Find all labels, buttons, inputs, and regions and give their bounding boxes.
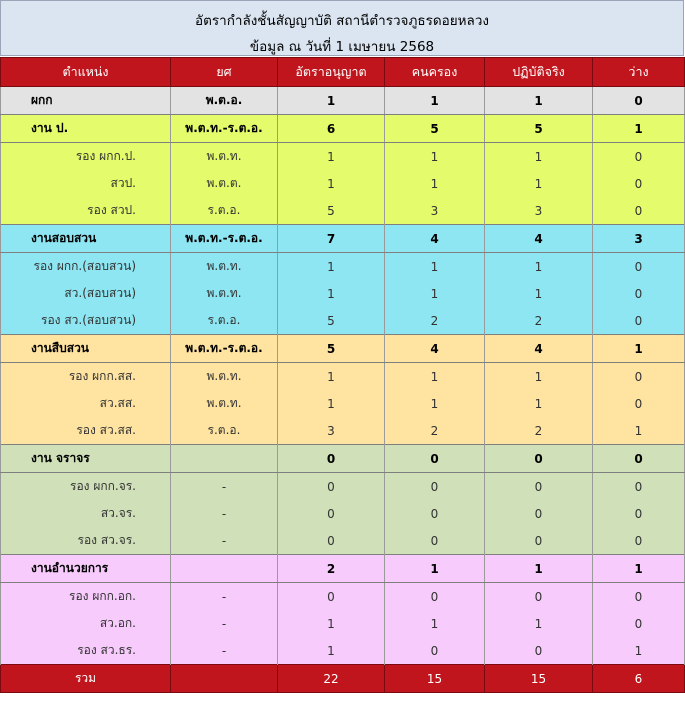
cell-rank: ร.ต.อ. [171, 307, 278, 335]
cell-actual: 1 [485, 170, 593, 197]
cell-position: รอง ผกก.ป. [1, 143, 171, 171]
cell-position: รอง สว.สส. [1, 417, 171, 445]
cell-actual: 3 [485, 197, 593, 225]
cell-vacant: 1 [593, 637, 685, 665]
table-row [1, 610, 685, 637]
cell-position: สว.(สอบสวน) [1, 280, 171, 307]
cell-authorized: 0 [278, 527, 385, 555]
cell-actual: 0 [485, 637, 593, 665]
cell-position: รอง ผกก.(สอบสวน) [1, 253, 171, 281]
group-row [1, 115, 685, 143]
cell-authorized: 0 [278, 445, 385, 473]
cell-authorized: 5 [278, 335, 385, 363]
cell-vacant: 0 [593, 253, 685, 281]
cell-vacant: 1 [593, 417, 685, 445]
cell-position: งาน จราจร [1, 445, 171, 473]
cell-vacant: 0 [593, 500, 685, 527]
cell-vacant: 0 [593, 445, 685, 473]
cell-held: 0 [385, 583, 485, 611]
cell-authorized: 1 [278, 87, 385, 115]
cell-held: 3 [385, 197, 485, 225]
table-row [1, 637, 685, 665]
cell-authorized: 0 [278, 473, 385, 501]
cell-rank: - [171, 637, 278, 665]
cell-rank: พ.ต.ท. [171, 390, 278, 417]
cell-position: สว.จร. [1, 500, 171, 527]
cell-rank: - [171, 610, 278, 637]
table-row [1, 417, 685, 445]
cell-rank: พ.ต.ท.-ร.ต.อ. [171, 335, 278, 363]
cell-position: งานสอบสวน [1, 225, 171, 253]
cell-authorized: 1 [278, 143, 385, 171]
cell-held: 1 [385, 143, 485, 171]
cell-held: 0 [385, 445, 485, 473]
cell-actual: 0 [485, 527, 593, 555]
cell-vacant: 0 [593, 143, 685, 171]
table-row [1, 170, 685, 197]
group-row [1, 555, 685, 583]
cell-held: 0 [385, 527, 485, 555]
cell-vacant: 0 [593, 610, 685, 637]
table-row [1, 253, 685, 281]
cell-vacant: 0 [593, 197, 685, 225]
table-row [1, 583, 685, 611]
cell-position: งานสืบสวน [1, 335, 171, 363]
cell-vacant: 0 [593, 390, 685, 417]
cell-held: 2 [385, 307, 485, 335]
cell-authorized: 1 [278, 280, 385, 307]
cell-vacant: 0 [593, 87, 685, 115]
cell-actual: 0 [485, 583, 593, 611]
table-row [1, 363, 685, 391]
cell-vacant: 1 [593, 115, 685, 143]
header-authorized: อัตราอนุญาต [278, 58, 385, 87]
cell-rank [171, 445, 278, 473]
cell-authorized: 1 [278, 170, 385, 197]
cell-held: 2 [385, 417, 485, 445]
cell-authorized: 0 [278, 500, 385, 527]
sheet-date: ข้อมูล ณ วันที่ 1 เมษายน 2568 [249, 39, 435, 55]
cell-held: 1 [385, 170, 485, 197]
cell-actual: 1 [485, 555, 593, 583]
cell-held: 1 [385, 280, 485, 307]
cell-actual: 1 [485, 363, 593, 391]
table-row [1, 527, 685, 555]
cell-position: สว.อก. [1, 610, 171, 637]
cell-position: รอง ผกก.อก. [1, 583, 171, 611]
cell-authorized: 6 [278, 115, 385, 143]
total-authorized: 22 [278, 665, 385, 693]
cell-position: รอง ผกก.สส. [1, 363, 171, 391]
cell-actual: 1 [485, 390, 593, 417]
cell-authorized: 1 [278, 253, 385, 281]
header-vacant: ว่าง [593, 58, 685, 87]
cell-actual: 2 [485, 307, 593, 335]
cell-authorized: 1 [278, 390, 385, 417]
cell-vacant: 3 [593, 225, 685, 253]
header-row [1, 58, 685, 87]
cell-position: รอง สว.(สอบสวน) [1, 307, 171, 335]
table-row [1, 280, 685, 307]
cell-actual: 1 [485, 280, 593, 307]
cell-position: สวป. [1, 170, 171, 197]
total-actual: 15 [485, 665, 593, 693]
table-row [1, 143, 685, 171]
cell-actual: 0 [485, 445, 593, 473]
cell-actual: 4 [485, 335, 593, 363]
cell-rank: พ.ต.อ. [171, 87, 278, 115]
total-row [1, 665, 685, 693]
cell-vacant: 0 [593, 363, 685, 391]
header-position: ตำแหน่ง [1, 58, 171, 87]
cell-rank: ร.ต.อ. [171, 417, 278, 445]
cell-actual: 1 [485, 610, 593, 637]
cell-position: รอง สว.จร. [1, 527, 171, 555]
sheet-title: อัตรากำลังชั้นสัญญาบัติ สถานีตำรวจภูธรดอยหลวง [194, 13, 489, 29]
header-held: คนครอง [385, 58, 485, 87]
cell-held: 0 [385, 473, 485, 501]
cell-vacant: 0 [593, 307, 685, 335]
total-rank [171, 665, 278, 693]
cell-rank: พ.ต.ท. [171, 143, 278, 171]
table-row [1, 307, 685, 335]
cell-vacant: 0 [593, 473, 685, 501]
cell-held: 4 [385, 225, 485, 253]
group-row [1, 225, 685, 253]
cell-held: 1 [385, 87, 485, 115]
cell-vacant: 1 [593, 335, 685, 363]
table-row [1, 197, 685, 225]
cell-rank [171, 555, 278, 583]
header-actual: ปฏิบัติจริง [485, 58, 593, 87]
group-row [1, 87, 685, 115]
cell-rank: - [171, 583, 278, 611]
total-label: รวม [1, 665, 171, 693]
cell-held: 5 [385, 115, 485, 143]
cell-held: 4 [385, 335, 485, 363]
total-held: 15 [385, 665, 485, 693]
cell-position: ผกก [1, 87, 171, 115]
cell-rank: พ.ต.ท. [171, 363, 278, 391]
cell-authorized: 3 [278, 417, 385, 445]
cell-held: 1 [385, 555, 485, 583]
cell-vacant: 0 [593, 280, 685, 307]
cell-actual: 1 [485, 87, 593, 115]
table-body [1, 58, 685, 693]
cell-position: รอง ผกก.จร. [1, 473, 171, 501]
cell-authorized: 2 [278, 555, 385, 583]
cell-vacant: 0 [593, 583, 685, 611]
cell-rank: ร.ต.อ. [171, 197, 278, 225]
cell-authorized: 7 [278, 225, 385, 253]
cell-authorized: 1 [278, 610, 385, 637]
cell-rank: พ.ต.ท.-ร.ต.อ. [171, 225, 278, 253]
cell-vacant: 1 [593, 555, 685, 583]
cell-actual: 0 [485, 500, 593, 527]
cell-rank: พ.ต.ท. [171, 253, 278, 281]
cell-position: รอง สวป. [1, 197, 171, 225]
cell-rank: - [171, 527, 278, 555]
cell-authorized: 0 [278, 583, 385, 611]
group-row [1, 335, 685, 363]
cell-rank: พ.ต.ท.-ร.ต.อ. [171, 115, 278, 143]
cell-authorized: 1 [278, 637, 385, 665]
cell-actual: 4 [485, 225, 593, 253]
cell-position: รอง สว.ธร. [1, 637, 171, 665]
cell-held: 1 [385, 253, 485, 281]
cell-rank: - [171, 500, 278, 527]
group-row [1, 445, 685, 473]
total-vacant: 6 [593, 665, 685, 693]
cell-authorized: 1 [278, 363, 385, 391]
cell-vacant: 0 [593, 170, 685, 197]
staffing-table [0, 57, 685, 693]
table-row [1, 500, 685, 527]
cell-held: 1 [385, 610, 485, 637]
cell-rank: พ.ต.ต. [171, 170, 278, 197]
cell-held: 1 [385, 390, 485, 417]
cell-authorized: 5 [278, 197, 385, 225]
cell-position: สว.สส. [1, 390, 171, 417]
cell-held: 1 [385, 363, 485, 391]
title-block [0, 0, 684, 56]
cell-vacant: 0 [593, 527, 685, 555]
cell-authorized: 5 [278, 307, 385, 335]
table-row [1, 473, 685, 501]
cell-held: 0 [385, 500, 485, 527]
cell-actual: 2 [485, 417, 593, 445]
cell-actual: 0 [485, 473, 593, 501]
cell-rank: พ.ต.ท. [171, 280, 278, 307]
cell-actual: 1 [485, 253, 593, 281]
cell-held: 0 [385, 637, 485, 665]
header-rank: ยศ [171, 58, 278, 87]
cell-actual: 5 [485, 115, 593, 143]
cell-position: งาน ป. [1, 115, 171, 143]
cell-rank: - [171, 473, 278, 501]
table-row [1, 390, 685, 417]
cell-actual: 1 [485, 143, 593, 171]
cell-position: งานอำนวยการ [1, 555, 171, 583]
